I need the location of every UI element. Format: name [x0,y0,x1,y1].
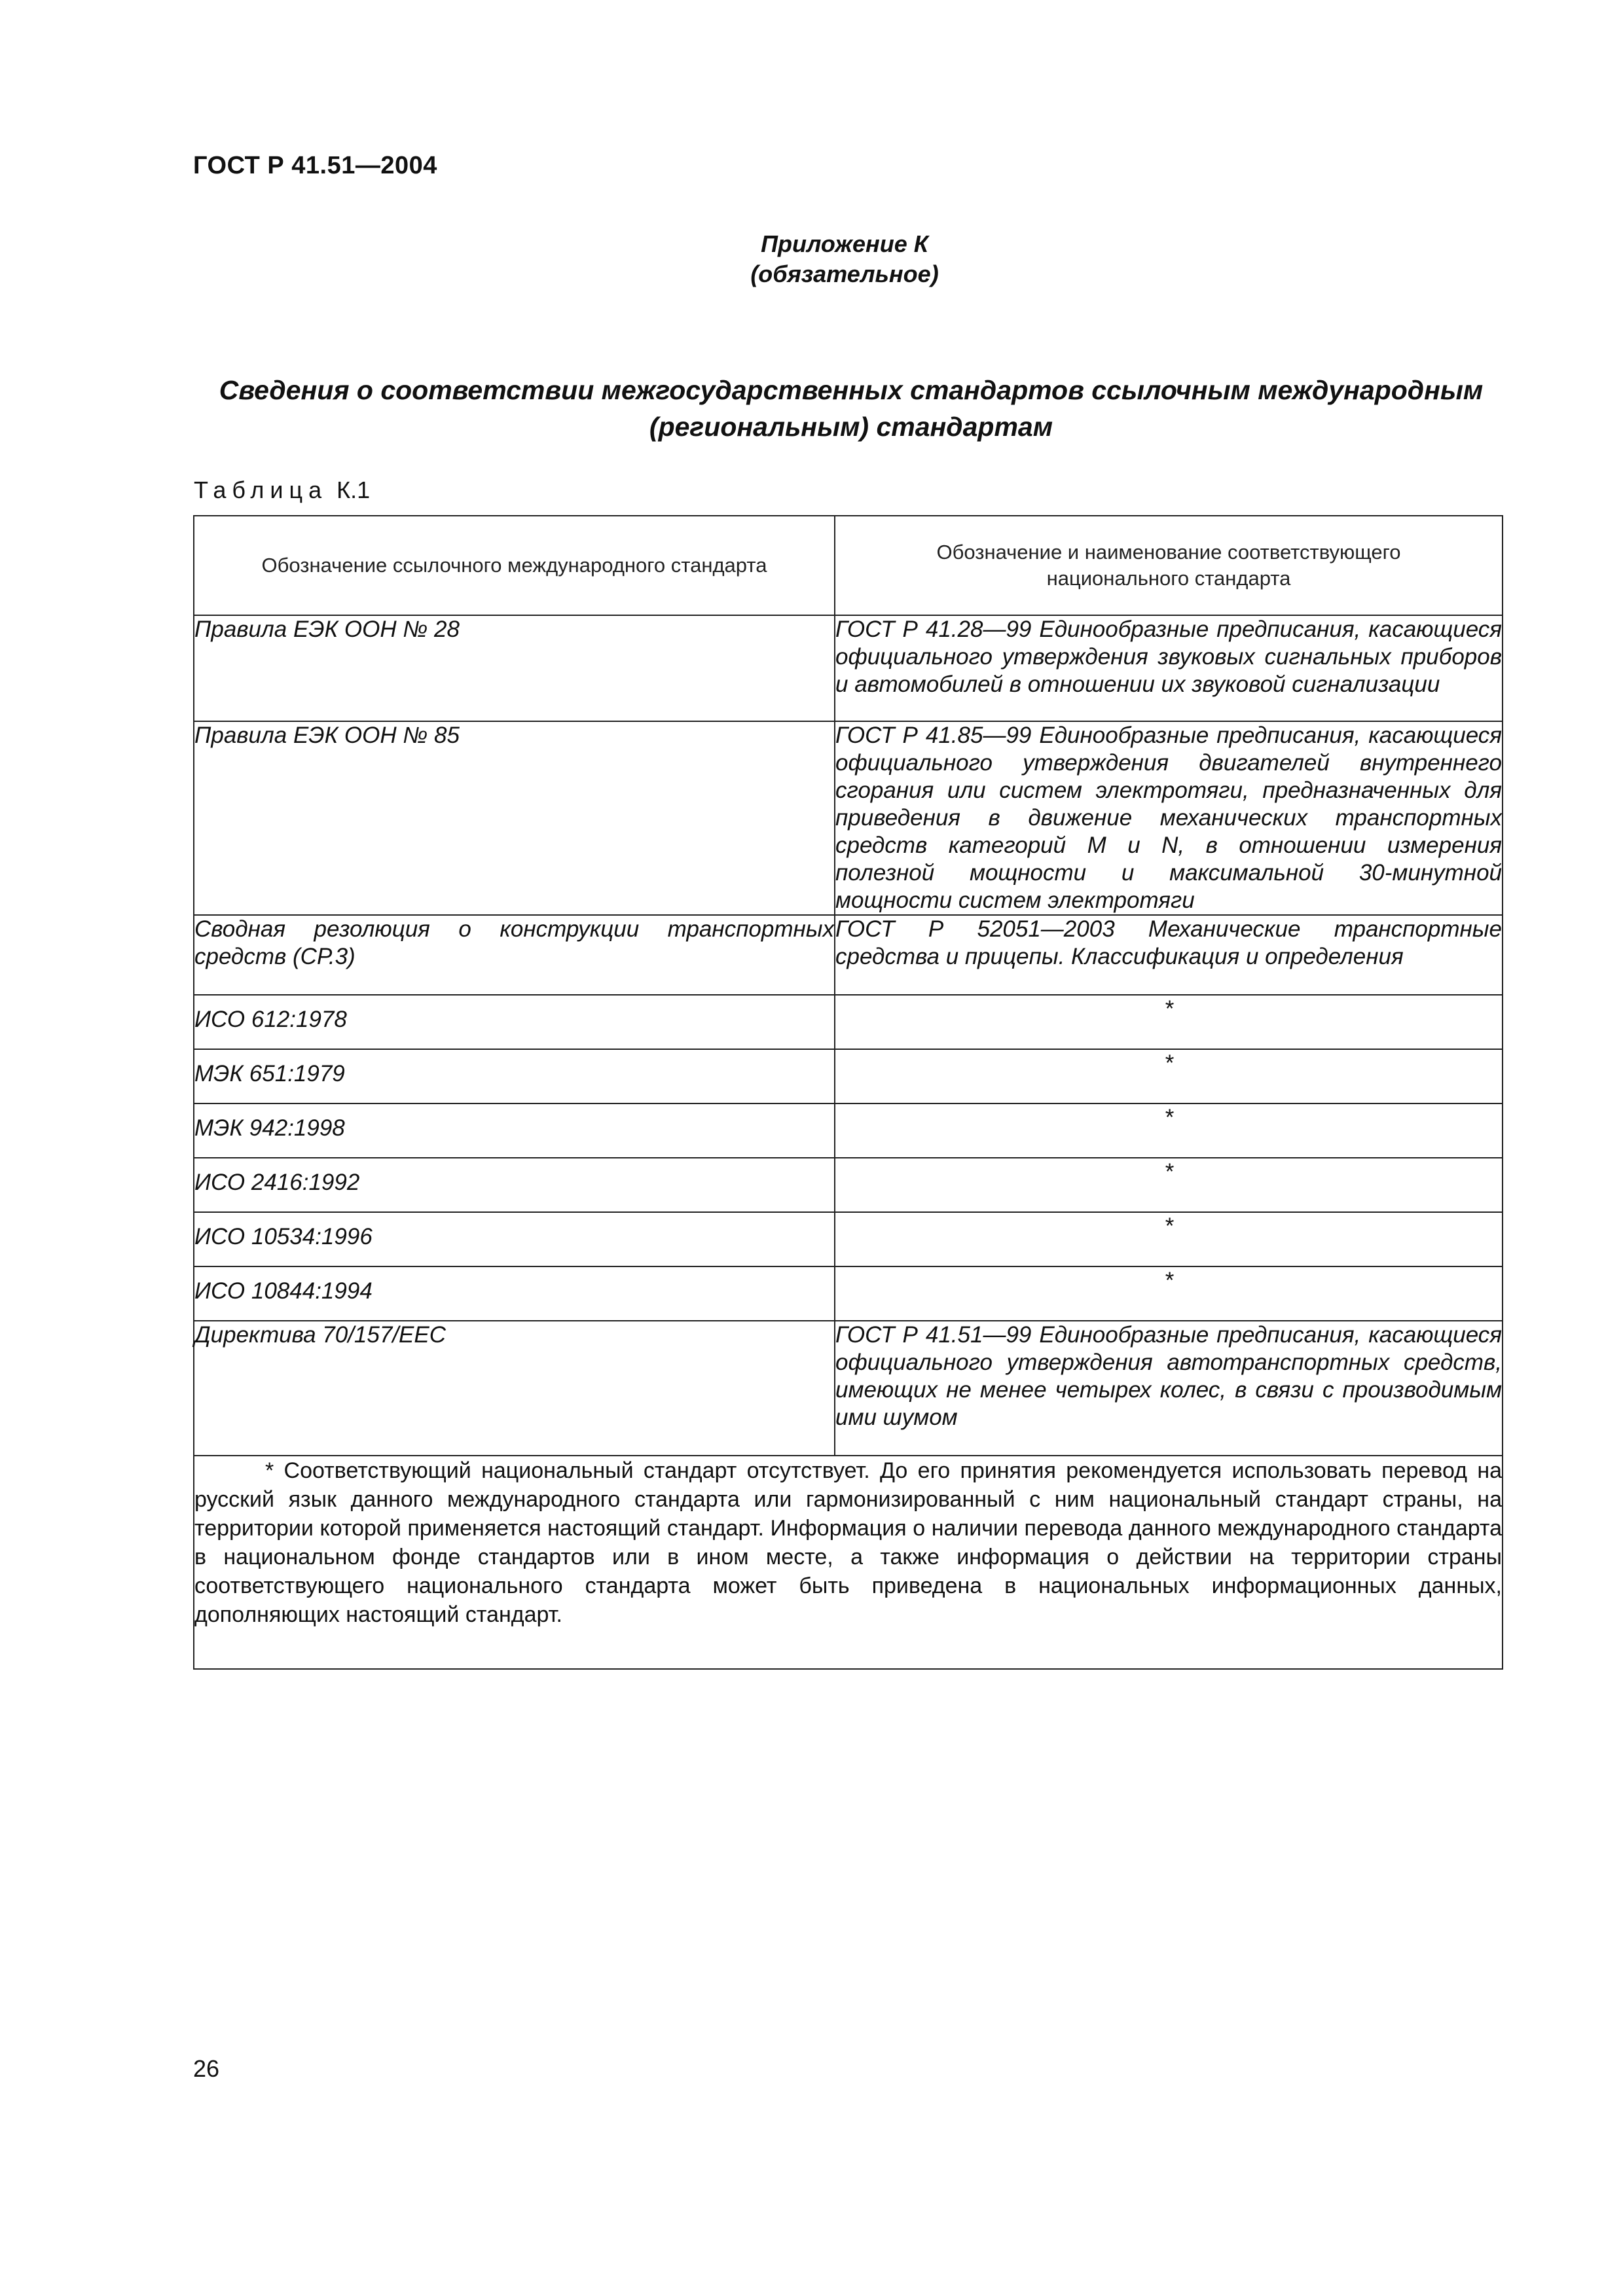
correspondence-table [193,515,1503,1670]
table-row [194,1321,1503,1456]
table-caption-word: Таблица [194,476,328,503]
annex-title: Приложение К [761,230,928,257]
cell-national: ГОСТ Р 41.28—99 Единообразные предписания, касающиеся официального утверждения звуковых сигнальных приборов и автомобилей в отношении их звуковой сигнализации [835,615,1503,721]
section-title-line2: (региональным) стандартам [649,412,1053,442]
cell-national: ГОСТ Р 52051—2003 Механические транспортные средства и прицепы. Классификация и определения [835,915,1503,995]
cell-international: МЭК 942:1998 [194,1103,835,1158]
table-footnote [194,1456,1503,1669]
table-row [194,1158,1503,1212]
table-row [194,721,1503,915]
cell-national: ГОСТ Р 41.85—99 Единообразные предписания, касающиеся официального утверждения двигателей внутреннего сгорания или систем электротяги, предназначенных для приведения в движение механических транспортных средств категорий М и N, в отношении измерения полезной мощности и максимальной 30-минутной мощности систем электротяги [835,721,1503,915]
cell-international: ИСО 612:1978 [194,995,835,1049]
page-number: 26 [193,2055,220,2082]
cell-international: ИСО 10844:1994 [194,1266,835,1321]
cell-international: Правила ЕЭК ООН № 85 [194,721,835,915]
table-row [194,995,1503,1049]
cell-national: * [835,1158,1503,1212]
table-caption-number: К.1 [337,476,371,503]
cell-international: Правила ЕЭК ООН № 28 [194,615,835,721]
cell-national: * [835,1212,1503,1266]
table-row [194,1103,1503,1158]
header-national: Обозначение и наименование соответствующего национального стандарта [835,516,1503,615]
table-footnote-row [194,1456,1503,1669]
table-row [194,615,1503,721]
cell-national: * [835,1266,1503,1321]
section-title [196,372,1506,445]
annex-heading [0,229,1623,289]
table-header-row [194,516,1503,615]
table-row [194,1049,1503,1103]
cell-national: * [835,995,1503,1049]
cell-national: ГОСТ Р 41.51—99 Единообразные предписания, касающиеся официального утверждения автотранспортных средств, имеющих не менее четырех колес, в связи с производимым ими шумом [835,1321,1503,1456]
table-row [194,1212,1503,1266]
table-row [194,915,1503,995]
cell-international: Сводная резолюция о конструкции транспортных средств (СР.3) [194,915,835,995]
cell-international: ИСО 2416:1992 [194,1158,835,1212]
table-row [194,1266,1503,1321]
cell-national: * [835,1103,1503,1158]
table-footnote-text: * Соответствующий национальный стандарт отсутствует. До его принятия рекомендуется использовать перевод на русский язык данного международного стандарта или гармонизированный с ним национальный стандарт страны, на территории которой применяется настоящий стандарт. Информация о наличии перевода данного международного стандарта в национальном фонде стандартов или в ином месте, а также информация о действии на территории страны соответствующего национального стандарта может быть приведена в национальных информационных данных, дополняющих настоящий стандарт. [194,1458,1502,1627]
table-caption [194,476,370,504]
section-title-line1: Сведения о соответствии межгосударственных стандартов ссылочным международным [219,375,1484,405]
cell-international: ИСО 10534:1996 [194,1212,835,1266]
cell-international: Директива 70/157/ЕЕС [194,1321,835,1456]
annex-status: (обязательное) [750,260,939,287]
document-code: ГОСТ Р 41.51—2004 [193,152,437,179]
cell-national: * [835,1049,1503,1103]
cell-international: МЭК 651:1979 [194,1049,835,1103]
header-international: Обозначение ссылочного международного стандарта [194,516,835,615]
